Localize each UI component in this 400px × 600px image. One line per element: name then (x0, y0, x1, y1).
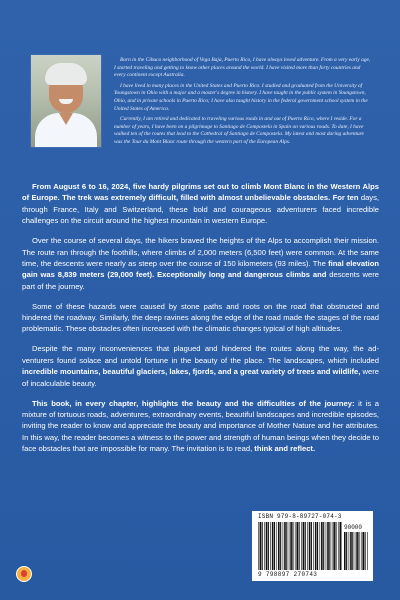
description-paragraph-2 (22, 235, 379, 292)
body-text: days, through France, Italy and Switzerland, these bold and courageous adventurers faced incredible challenges on the circuit around the highest mountain in western Europe. (22, 193, 380, 226)
description-paragraph-5 (22, 398, 379, 455)
description-paragraph-1 (22, 181, 379, 227)
author-photo (30, 54, 102, 148)
body-text: it is a mixture of tortuous roads, adventures, extraordinary events, beautiful landscapes and incredible episodes, inviting the reader to know and appreciate the beauty and importance of Mother Nature and her attributes. In this way, the reader becomes a witness to the power and strength of human beings when they decide to face obstacles that are impossible for many. The invitation is to read, (22, 398, 379, 454)
isbn-barcode (252, 511, 373, 581)
bold-text: This book, in every chapter, highlights the beauty and the difficulties of the journey: (32, 398, 355, 408)
bold-text: From August 6 to 16, 2024, five hardy pilgrims set out to climb Mont Blanc in the Western Alps of Europe. The trek was extremely difficult, filled with almost unbelievable obstacles. For ten (22, 182, 379, 203)
bio-paragraph: Currently, I am retired and dedicated to traveling various roads in and out of Puerto Rico, where I reside. For a number of years, I have been on a pilgrimage to Santiago de Compostela in Spain on various roads. To date, I have walked ten of the routes that lead to the Cathedral of Santiago de Compostela. My latest and most daring adventure was the Tour du Mont Blanc route through the western part of the European Alps. (114, 115, 364, 145)
bold-text: think and reflect. (254, 444, 316, 454)
body-text: descents were part of the journey. (22, 270, 379, 291)
bold-text: incredible mountains, beautiful glaciers, lakes, fjords, and a great variety of trees and wildlife, (22, 367, 361, 377)
publisher-logo-mark (21, 570, 27, 577)
barcode-bars (258, 522, 342, 570)
author-bio (114, 57, 372, 149)
description-paragraph-3: Some of these hazards were caused by stone paths and roots on the road that obstructed and hindered the roadway. Similarly, the deep ravines along the edge of the road made the stages of the road problematic. These obstacles often increased with the climatic changes typical of high altitudes. (22, 301, 379, 334)
publisher-logo-icon (16, 566, 32, 582)
barcode-digits: 9 798897 270743 (258, 571, 318, 578)
price-barcode-bars (344, 532, 368, 570)
author-hair (45, 63, 87, 85)
isbn-label: ISBN 979-8-89727-074-3 (258, 513, 342, 520)
description-paragraph-4 (22, 343, 379, 389)
bio-paragraph: Born in the Cibuco neighborhood of Vega Baja, Puerto Rico, I have always loved adventure. From a very early age, I started traveling and getting to know other places around the world. I have visited more than forty countries and every continent except Australia. (114, 57, 371, 79)
body-text: were of incalculable beauty. (22, 367, 379, 388)
bio-paragraph: I have lived in many places in the United States and Puerto Rico. I studied and graduated from the University of Youngstown in Ohio with a major and a master's degree in history. I have taught in the public system in Youngstown, Ohio, and in private schools in Puerto Rico; I have also taught history in the federal government school system in the United States of America. (114, 82, 368, 112)
bold-text: final elevation gain was 8,839 meters (29,000 feet). Exceptionally long and dangerous climbs and (22, 258, 379, 280)
price-code: 90000 (344, 524, 363, 531)
book-description (22, 181, 379, 463)
body-text: Over the course of several days, the hikers braved the heights of the Alps to accomplish their mission. The route ran through the foothills, where climbs of 2,000 meters (6,500 feet) were common. At the same time, the descents were nearly as steep over the course of 150 kilometers (93 miles). The (22, 236, 379, 268)
body-text: Despite the many inconveniences that plagued and hindered the routes along the way, the ad-venturers found solace and untold fortune in the beauty of the place. The landscapes, which included (22, 344, 379, 365)
